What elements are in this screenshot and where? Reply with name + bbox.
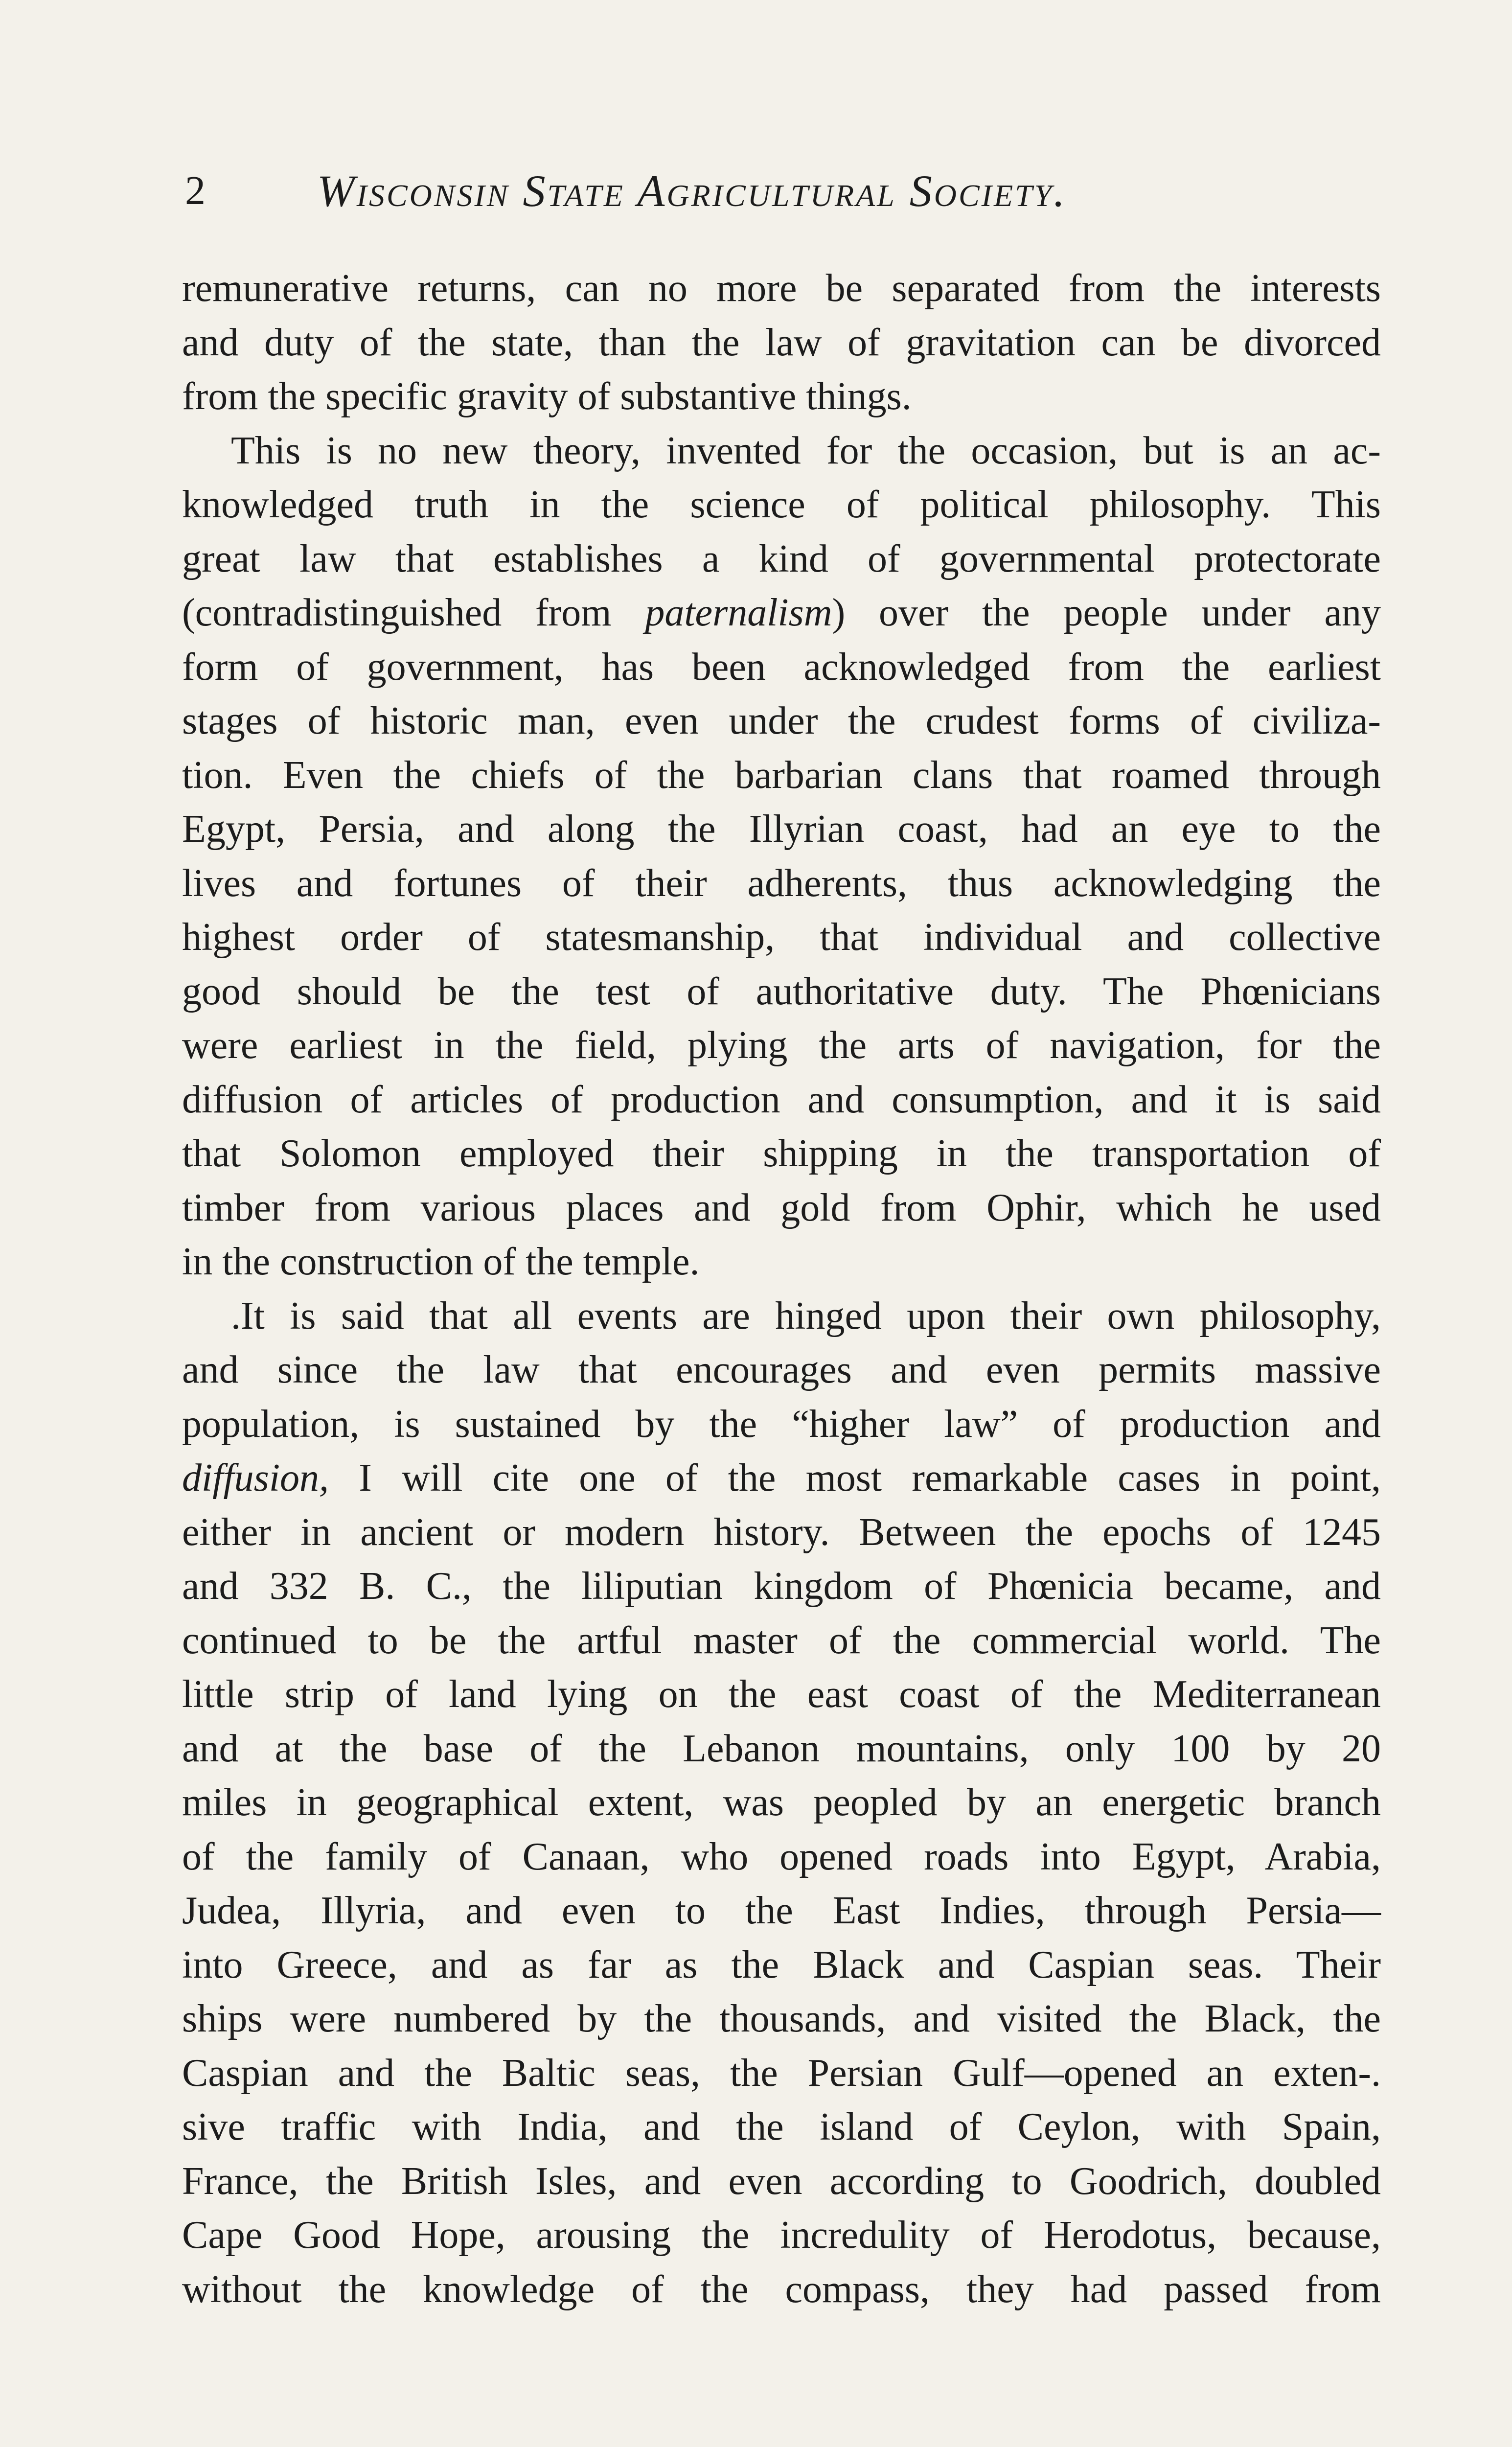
- italic-word: diffusion,: [182, 1456, 329, 1500]
- text-line: good should be the test of authoritative duty. The Phœnicians: [182, 970, 1381, 1013]
- page-header: [185, 164, 1369, 218]
- text-line: timber from various places and gold from Ophir, which he used: [182, 1186, 1381, 1229]
- text-line: stages of historic man, even under the crudest forms of civiliza-: [182, 699, 1381, 742]
- body-text: [182, 261, 1381, 2316]
- text-line: form of government, has been acknowledged from the earliest: [182, 645, 1381, 689]
- italic-word: paternalism: [645, 591, 832, 634]
- text-line: lives and fortunes of their adherents, thus acknowledging the: [182, 861, 1381, 905]
- running-head: Wisconsin State Agricultural Society.: [317, 166, 1067, 216]
- text-line: This is no new theory, invented for the occasion, but is an ac-: [231, 429, 1381, 472]
- text-line: ships were numbered by the thousands, and visited the Black, the: [182, 1997, 1381, 2040]
- text-line: and 332 B. C., the liliputian kingdom of Phœnicia became, and: [182, 1565, 1381, 1608]
- text-line: diffusion of articles of production and consumption, and it is said: [182, 1078, 1381, 1121]
- text-line: highest order of statesmanship, that individual and collective: [182, 916, 1381, 959]
- text-line: in the construction of the temple.: [182, 1240, 700, 1283]
- text-line: of the family of Canaan, who opened roads into Egypt, Arabia,: [182, 1835, 1381, 1878]
- text-line: were earliest in the field, plying the arts of navigation, for the: [182, 1024, 1381, 1067]
- text-line: without the knowledge of the compass, they had passed from: [182, 2267, 1381, 2311]
- text-line: knowledged truth in the science of political philosophy. This: [182, 483, 1381, 526]
- text-line: miles in geographical extent, was peopled by an energetic branch: [182, 1781, 1381, 1824]
- text-line: either in ancient or modern history. Between the epochs of 1245: [182, 1510, 1381, 1554]
- text-line: and at the base of the Lebanon mountains, only 100 by 20: [182, 1727, 1381, 1770]
- text-line: great law that establishes a kind of governmental protectorate: [182, 537, 1381, 580]
- text-line: that Solomon employed their shipping in the transportation of: [182, 1132, 1381, 1175]
- text-line: and duty of the state, than the law of gravitation can be divorced: [182, 321, 1381, 364]
- text-line: (contradistinguished from paternalism) over the people under any: [182, 591, 1381, 634]
- text-line: into Greece, and as far as the Black and Caspian seas. Their: [182, 1943, 1381, 1986]
- text-line: from the specific gravity of substantive things.: [182, 375, 912, 418]
- text-line: Egypt, Persia, and along the Illyrian coast, had an eye to the: [182, 808, 1381, 851]
- text-line: .It is said that all events are hinged upon their own philosophy,: [231, 1294, 1381, 1338]
- text-line: diffusion, I will cite one of the most remarkable cases in point,: [182, 1456, 1381, 1500]
- text-line: little strip of land lying on the east coast of the Mediterranean: [182, 1673, 1381, 1716]
- text-line: and since the law that encourages and even permits massive: [182, 1348, 1381, 1391]
- text-line: remunerative returns, can no more be separated from the interests: [182, 267, 1381, 310]
- text-line: sive traffic with India, and the island of Ceylon, with Spain,: [182, 2105, 1381, 2148]
- text-line: Judea, Illyria, and even to the East Indies, through Persia—: [182, 1889, 1381, 1932]
- text-line: population, is sustained by the “higher law” of production and: [182, 1402, 1381, 1446]
- page-number: 2: [185, 168, 206, 213]
- text-line: tion. Even the chiefs of the barbarian clans that roamed through: [182, 753, 1381, 797]
- text-line: Cape Good Hope, arousing the incredulity of Herodotus, because,: [182, 2214, 1381, 2257]
- text-line: Caspian and the Baltic seas, the Persian Gulf—opened an exten-.: [182, 2051, 1381, 2095]
- text-line: continued to be the artful master of the commercial world. The: [182, 1618, 1381, 1662]
- text-line: France, the British Isles, and even according to Goodrich, doubled: [182, 2159, 1381, 2203]
